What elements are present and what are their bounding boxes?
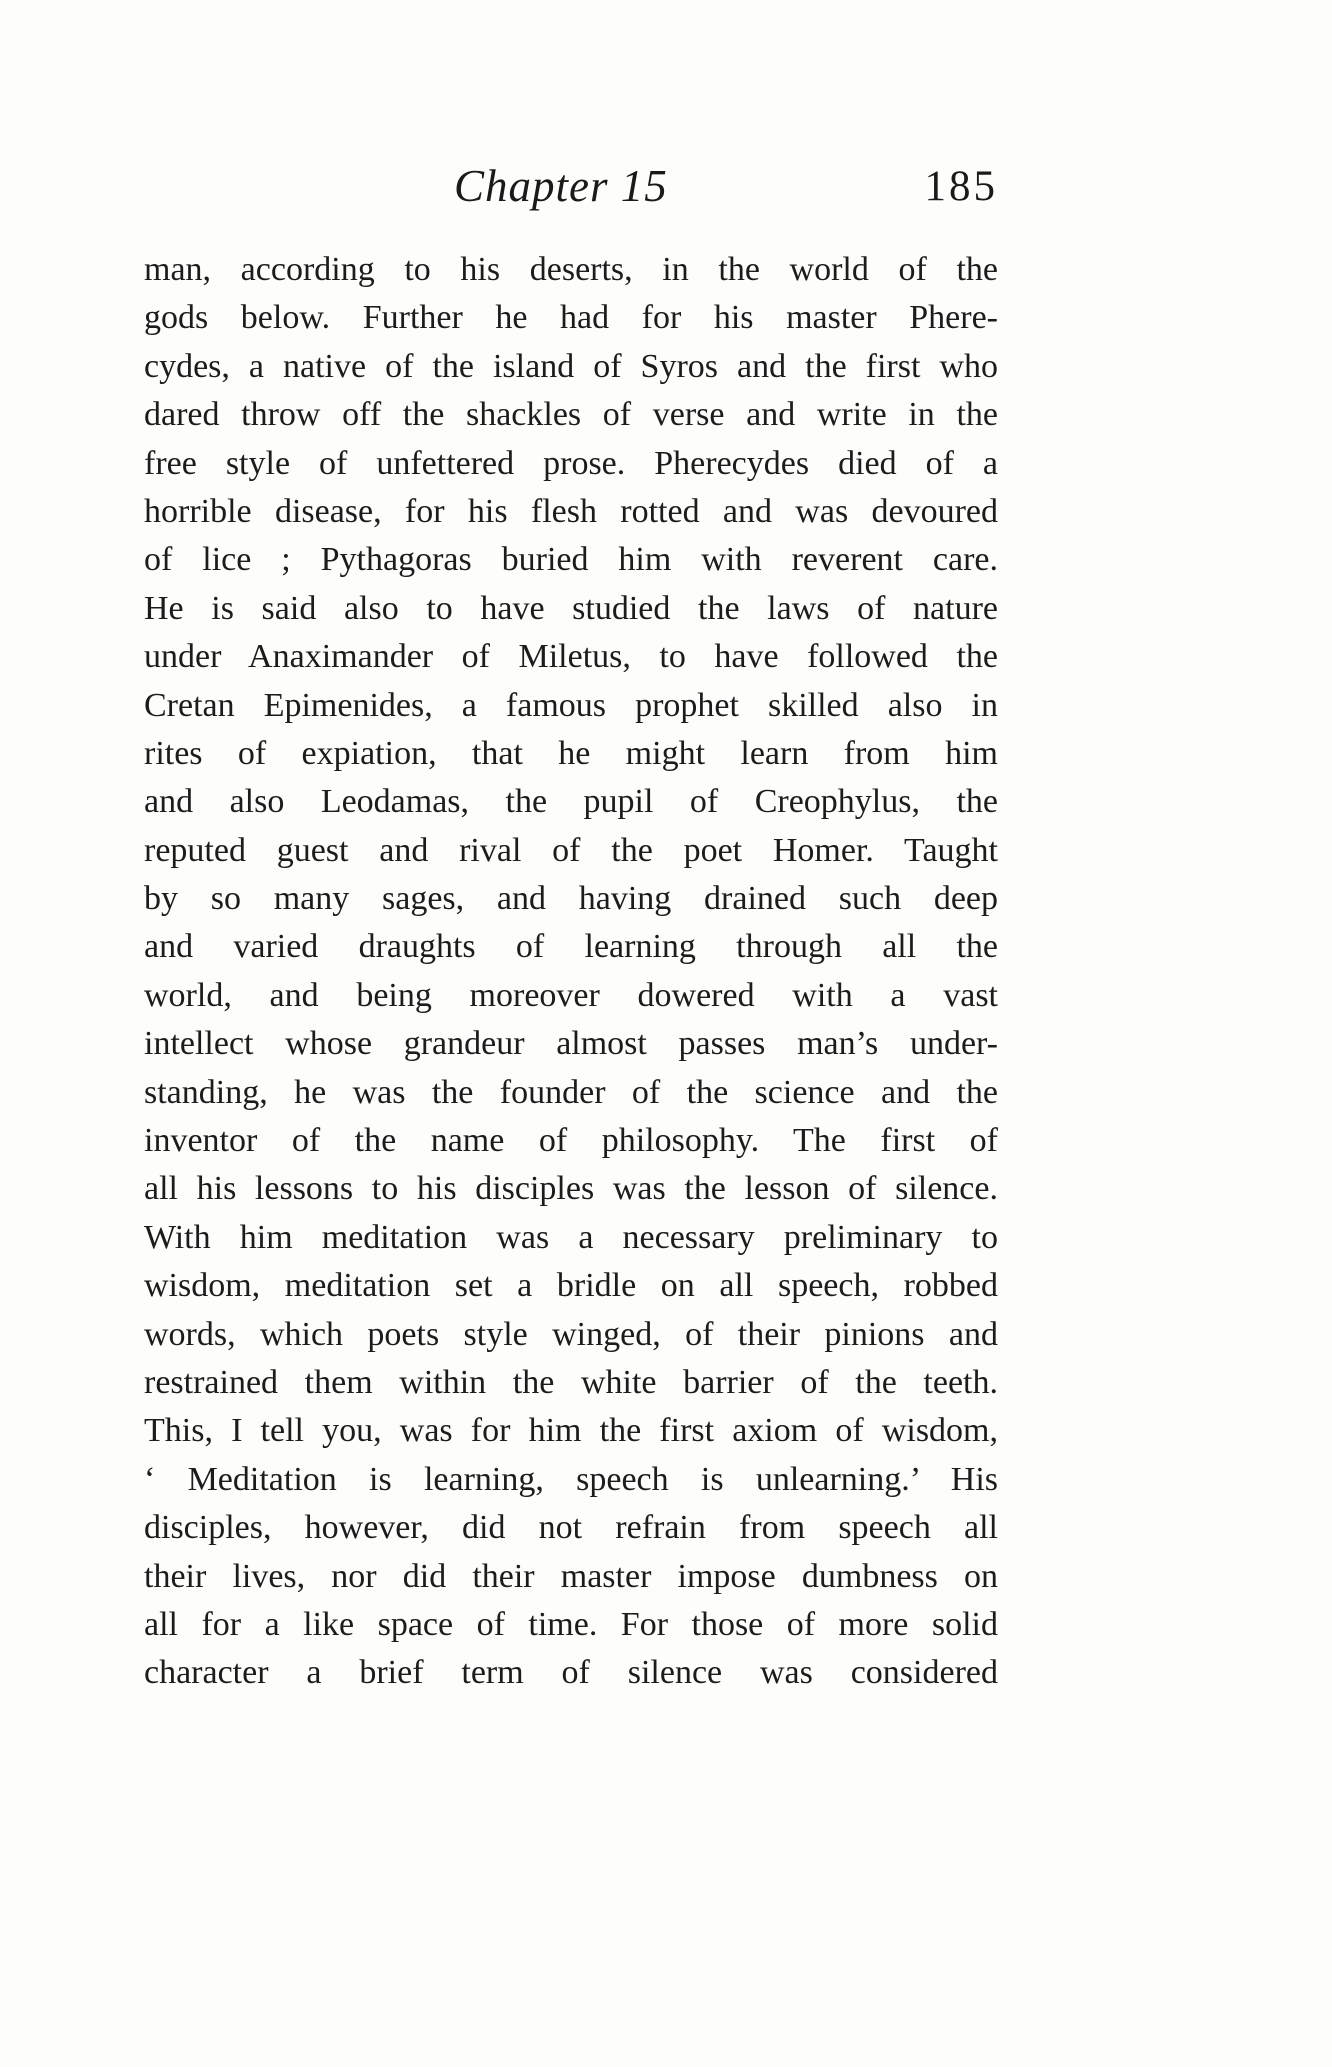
text-line: world, and being moreover dowered with a vast	[144, 976, 998, 1014]
text-line: rites of expiation, that he might learn from him	[144, 734, 998, 772]
text-line: wisdom, meditation set a bridle on all speech, robbed	[144, 1267, 998, 1305]
text-line: man, according to his deserts, in the world of the	[144, 251, 998, 288]
text-line: by so many sages, and having drained such deep	[144, 880, 998, 918]
text-line: He is said also to have studied the laws of nature	[144, 589, 998, 627]
body-text	[144, 246, 998, 1698]
text-line: With him meditation was a necessary preliminary to	[144, 1218, 998, 1256]
text-line: character a brief term of silence was considered	[144, 1654, 998, 1692]
text-line: inventor of the name of philosophy. The first of	[144, 1122, 998, 1160]
text-line: and varied draughts of learning through all the	[144, 928, 998, 966]
text-line: disciples, however, did not refrain from speech all	[144, 1509, 998, 1547]
text-line: dared throw off the shackles of verse and write in the	[144, 396, 998, 434]
text-line: their lives, nor did their master impose dumbness on	[144, 1557, 998, 1595]
text-line: of lice ; Pythagoras buried him with reverent care.	[144, 541, 998, 579]
text-line: horrible disease, for his flesh rotted and was devoured	[144, 492, 998, 530]
text-line: intellect whose grandeur almost passes man’s under-	[144, 1025, 998, 1063]
text-line: ‘ Meditation is learning, speech is unlearning.’ His	[144, 1460, 998, 1498]
running-title: Chapter 15	[454, 161, 668, 211]
text-line: Cretan Epimenides, a famous prophet skilled also in	[144, 686, 998, 724]
text-line: standing, he was the founder of the science and the	[144, 1073, 998, 1111]
text-line: all for a like space of time. For those of more solid	[144, 1605, 998, 1643]
text-line: free style of unfettered prose. Pherecydes died of a	[144, 444, 998, 482]
page-number: 185	[924, 163, 998, 210]
text-line: cydes, a native of the island of Syros and the first who	[144, 347, 998, 385]
text-line: under Anaximander of Miletus, to have followed the	[144, 638, 998, 676]
text-line: reputed guest and rival of the poet Homer. Taught	[144, 831, 998, 869]
text-line: and also Leodamas, the pupil of Creophylus, the	[144, 783, 998, 821]
text-line: This, I tell you, was for him the first axiom of wisdom,	[144, 1412, 998, 1450]
page-header	[144, 160, 998, 230]
text-line: all his lessons to his disciples was the lesson of silence.	[144, 1170, 998, 1208]
text-line: gods below. Further he had for his master Phere-	[144, 299, 998, 337]
text-line: words, which poets style winged, of their pinions and	[144, 1315, 998, 1353]
text-line: restrained them within the white barrier of the teeth.	[144, 1363, 998, 1401]
